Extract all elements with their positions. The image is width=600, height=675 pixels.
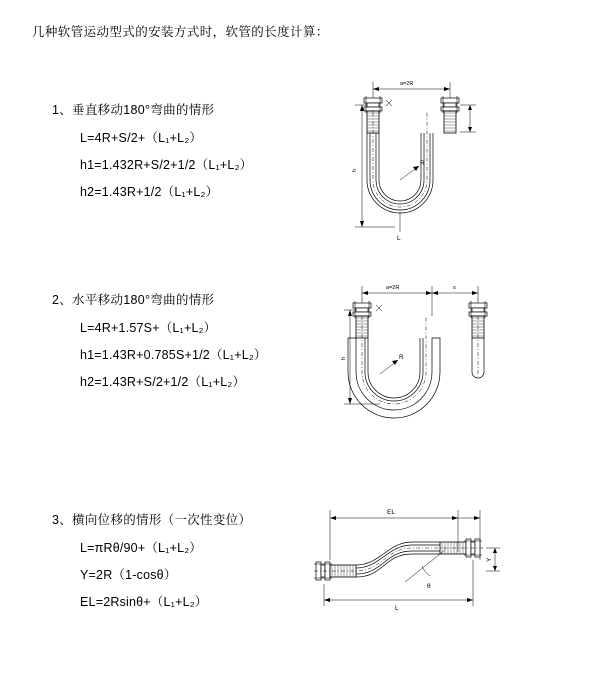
dim-el: EL: [387, 509, 395, 516]
section-2-figure: [300, 272, 510, 452]
dim-r: R: [420, 160, 425, 167]
section-3-formula-3: EL=2Rsinθ+（L₁+L₂）: [80, 595, 208, 609]
dim-y: Y: [486, 557, 493, 562]
dim-s: s: [453, 285, 456, 291]
dim-a-2r-2: a=2R: [386, 285, 400, 291]
dim-r-2: R: [399, 354, 404, 361]
figure-vertical-180: [300, 72, 500, 262]
section-2-formula-3: h2=1.43R+S/2+1/2（L₁+L₂）: [80, 375, 246, 389]
dim-h: h: [352, 168, 358, 172]
section-1-formula-1: L=4R+S/2+（L₁+L₂）: [80, 131, 203, 145]
figure-lateral-offset: [290, 500, 510, 630]
section-1-figure: [300, 72, 500, 262]
section-3-text: [52, 510, 302, 619]
section-3-figure: [290, 500, 510, 630]
section-2-title: 2、水平移动180°弯曲的情形: [52, 293, 215, 307]
dim-l: L: [397, 235, 401, 242]
dim-theta: θ: [427, 583, 431, 590]
section-3-formula-1: L=πRθ/90+（L₁+L₂）: [80, 541, 203, 555]
dim-a-2r: a=2R: [400, 81, 414, 87]
section-2-text: [52, 290, 302, 399]
figure-horizontal-180: [300, 272, 510, 452]
section-1-formula-3: h2=1.43R+1/2（L₁+L₂）: [80, 185, 219, 199]
dim-h-2: h: [341, 356, 347, 360]
section-3-title: 3、横向位移的情形（一次性变位）: [52, 513, 252, 527]
section-1-text: [52, 100, 302, 209]
dim-l-3: L: [395, 605, 399, 612]
section-3-formula-2: Y=2R（1-cosθ）: [80, 568, 177, 582]
section-1-title: 1、垂直移动180°弯曲的情形: [52, 103, 215, 117]
section-1-formula-2: h1=1.432R+S/2+1/2（L₁+L₂）: [80, 158, 253, 172]
section-2-formula-1: L=4R+1.57S+（L₁+L₂）: [80, 321, 217, 335]
page-title: 几种软管运动型式的安装方式时，软管的长度计算：: [32, 25, 329, 39]
section-2-formula-2: h1=1.43R+0.785S+1/2（L₁+L₂）: [80, 348, 267, 362]
